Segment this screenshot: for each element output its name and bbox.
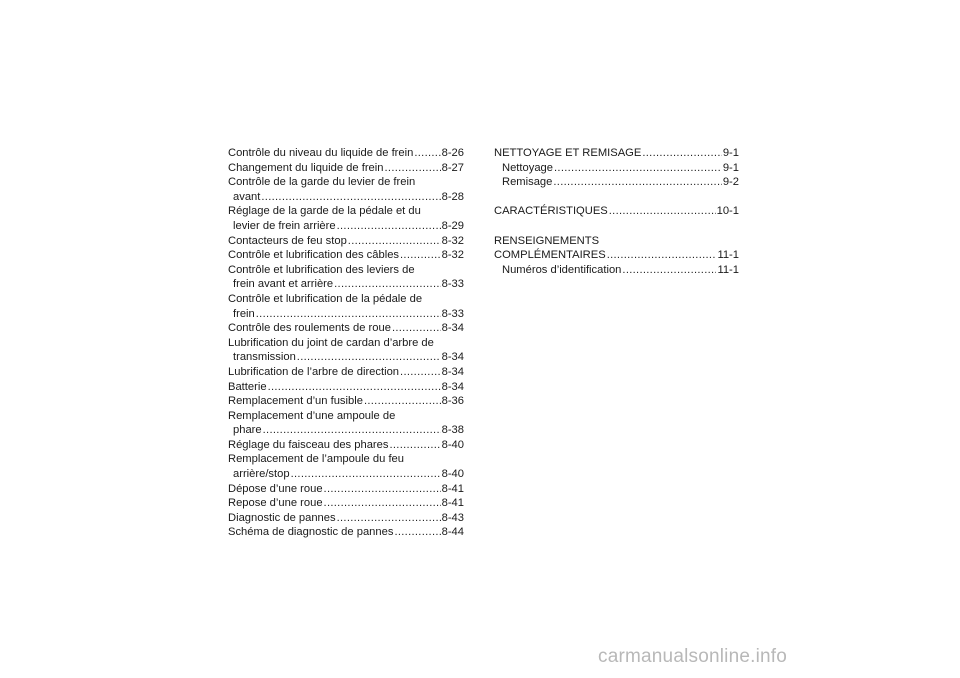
- toc-chapter-entry[interactable]: NETTOYAGE ET REMISAGE ..... 9-1: [494, 146, 739, 161]
- toc-entry[interactable]: Réglage du faisceau des phares ..... 8-40: [228, 438, 464, 453]
- toc-entry[interactable]: Remplacement d’un fusible ..... 8-36: [228, 394, 464, 409]
- toc-entry[interactable]: Réglage de la garde de la pédale et du levier de frein arrière ..... 8-29: [228, 204, 464, 233]
- toc-entry[interactable]: Dépose d’une roue ..... 8-41: [228, 482, 464, 497]
- toc-entry[interactable]: Numéros d’identification ..... 11-1: [494, 263, 739, 278]
- toc-entry[interactable]: Contacteurs de feu stop ..... 8-32: [228, 234, 464, 249]
- watermark-text: carmanualsonline.info: [598, 646, 788, 667]
- toc-chapter-entry[interactable]: RENSEIGNEMENTS COMPLÉMENTAIRES ..... 11-1: [494, 234, 739, 263]
- toc-entry[interactable]: Remisage ..... 9-2: [494, 175, 739, 190]
- toc-entry[interactable]: Contrôle et lubrification des leviers de frein avant et arrière ..... 8-33: [228, 263, 464, 292]
- toc-right-column: [494, 146, 739, 277]
- toc-entry[interactable]: Batterie ..... 8-34: [228, 380, 464, 395]
- toc-entry[interactable]: Schéma de diagnostic de pannes ..... 8-44: [228, 525, 464, 540]
- toc-entry[interactable]: Contrôle et lubrification de la pédale de frein ..... 8-33: [228, 292, 464, 321]
- toc-chapter-entry[interactable]: CARACTÉRISTIQUES ..... 10-1: [494, 204, 739, 219]
- toc-entry[interactable]: Diagnostic de pannes ..... 8-43: [228, 511, 464, 526]
- toc-entry[interactable]: Lubrification de l’arbre de direction ..... 8-34: [228, 365, 464, 380]
- toc-entry[interactable]: Lubrification du joint de cardan d’arbre de transmission ..... 8-34: [228, 336, 464, 365]
- toc-entry[interactable]: Contrôle du niveau du liquide de frein ..... 8-26: [228, 146, 464, 161]
- toc-entry[interactable]: Contrôle de la garde du levier de frein avant ..... 8-28: [228, 175, 464, 204]
- toc-entry[interactable]: Changement du liquide de frein ..... 8-27: [228, 161, 464, 176]
- toc-entry[interactable]: Remplacement d’une ampoule de phare ..... 8-38: [228, 409, 464, 438]
- toc-entry[interactable]: Repose d’une roue ..... 8-41: [228, 496, 464, 511]
- toc-entry[interactable]: Nettoyage ..... 9-1: [494, 161, 739, 176]
- toc-entry[interactable]: Contrôle des roulements de roue ..... 8-34: [228, 321, 464, 336]
- toc-entry[interactable]: Remplacement de l’ampoule du feu arrière/stop ..... 8-40: [228, 452, 464, 481]
- toc-left-column: [228, 146, 464, 540]
- toc-entry[interactable]: Contrôle et lubrification des câbles ..... 8-32: [228, 248, 464, 263]
